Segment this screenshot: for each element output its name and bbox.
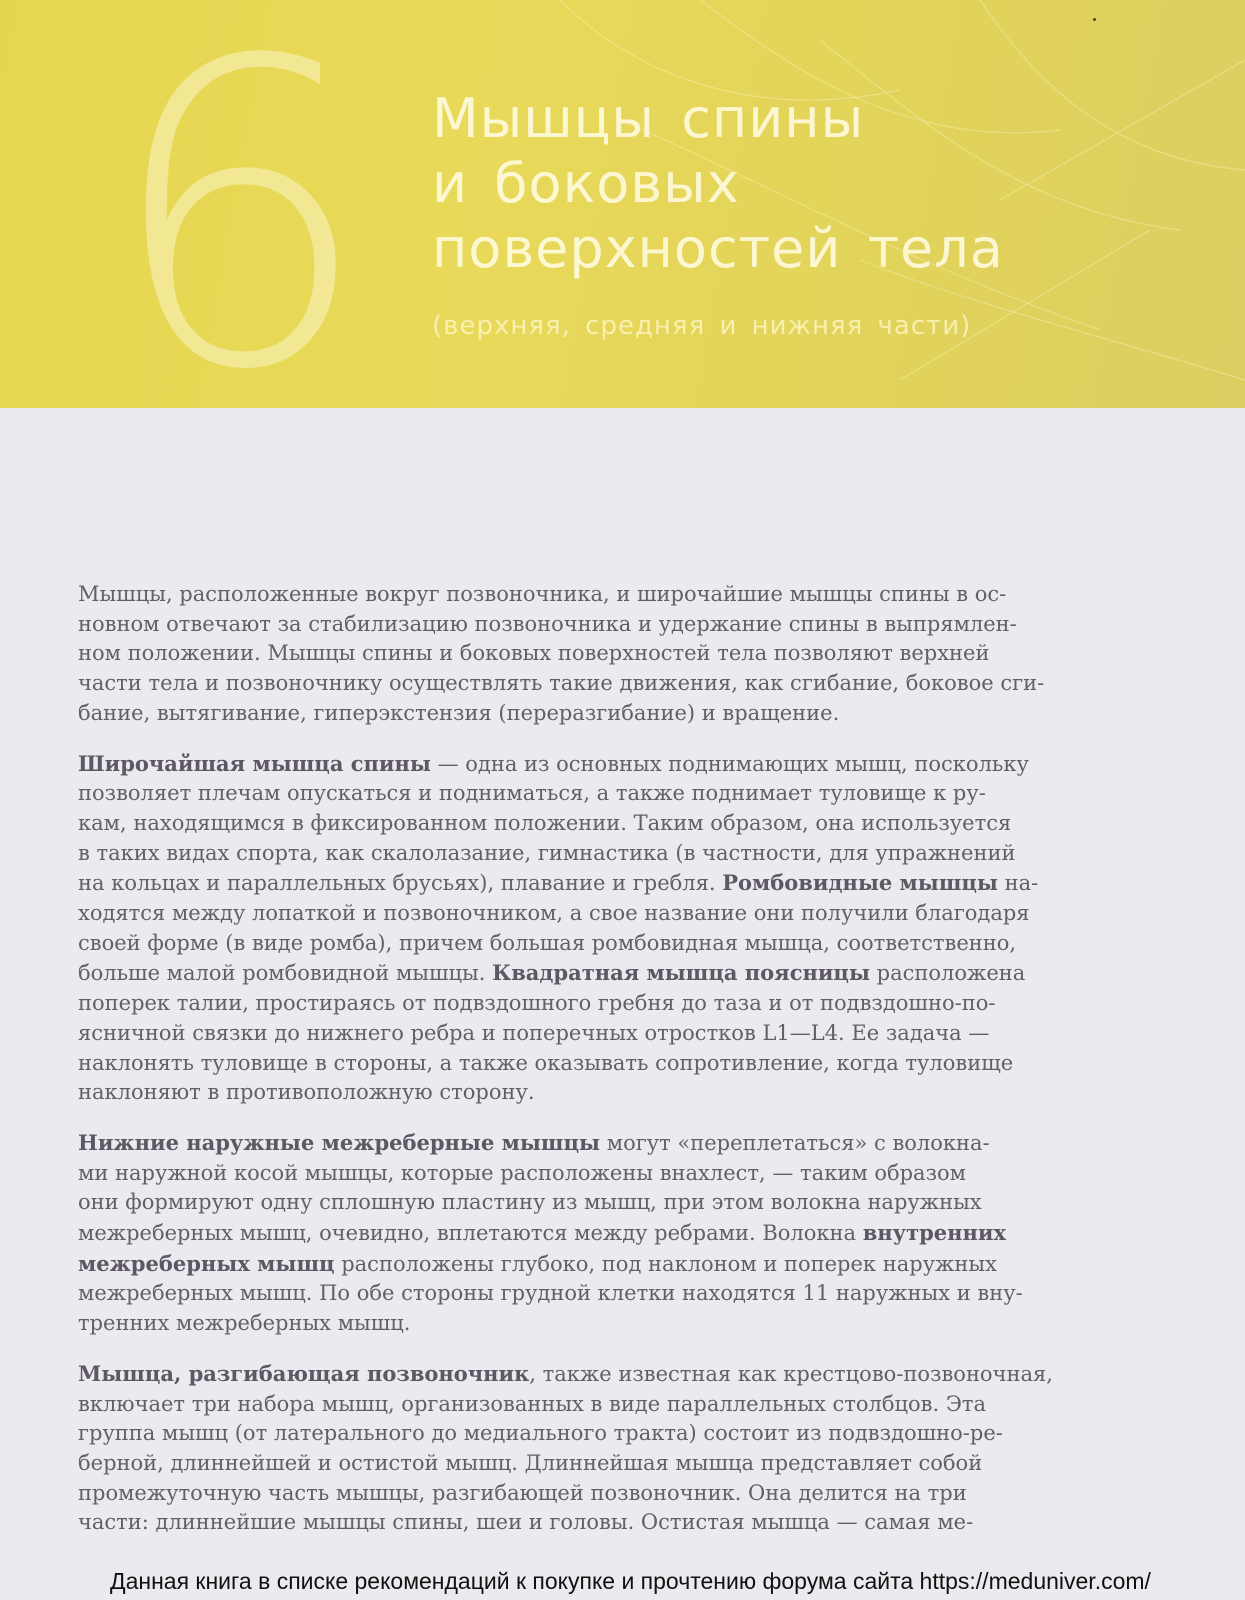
text-run: расположена	[870, 961, 1026, 986]
text-line	[78, 1249, 1073, 1280]
speck-mark	[1093, 18, 1096, 21]
text-line	[78, 899, 1073, 929]
chapter-title-line: поверхностей тела	[432, 217, 1004, 280]
text-run: расположены глубоко, под наклоном и поперек наружных	[334, 1251, 997, 1276]
chapter-number: 6	[105, 0, 367, 408]
text-line	[78, 958, 1073, 989]
text-run: могут «переплетаться» с волокна-	[600, 1130, 990, 1155]
paragraph	[78, 1128, 1073, 1339]
text-run: на кольцах и параллельных брусьях), плавание и гребля.	[78, 871, 723, 896]
chapter-title-line: и боковых	[432, 152, 740, 215]
text-run: , также известная как крестцово-позвоночная,	[529, 1361, 1053, 1386]
text-line	[78, 809, 1073, 839]
text-run: группа мышц (от латерального до медиального тракта) состоит из подвздошно-ре-	[78, 1421, 1003, 1446]
text-run: межреберных мышц. По обе стороны грудной клетки находятся 11 наружных и вну-	[78, 1281, 1023, 1306]
text-line	[78, 1449, 1073, 1479]
text-run: включает три набора мышц, организованных в виде параллельных столбцов. Эта	[78, 1391, 987, 1416]
text-line	[78, 989, 1073, 1019]
text-run: межреберных мышц, очевидно, вплетаются между ребрами. Волокна	[78, 1221, 863, 1246]
text-run: берной, длиннейшей и остистой мышц. Длиннейшая мышца представляет собой	[78, 1450, 983, 1475]
text-line	[78, 669, 1073, 699]
chapter-subtitle: (верхняя, средняя и нижняя части)	[432, 311, 972, 341]
footer-note: Данная книга в списке рекомендаций к покупке и прочтению форума сайта https://meduniver.com/	[110, 1568, 1151, 1594]
text-run: ясничной связки до нижнего ребра и поперечных отростков L1—L4. Ее задача —	[78, 1020, 990, 1045]
text-line	[78, 1019, 1073, 1049]
bold-term: Ромбовидные мышцы	[722, 870, 998, 896]
text-line	[78, 1390, 1073, 1420]
text-line	[78, 639, 1073, 669]
text-line	[78, 1279, 1073, 1309]
chapter-title-line: Мышцы спины	[432, 87, 865, 150]
text-run: новном отвечают за стабилизацию позвоночника и удержание спины в выпрямлен-	[78, 611, 1017, 636]
text-line	[78, 839, 1073, 869]
text-run: Мышцы, расположенные вокруг позвоночника, и широчайшие мышцы спины в ос-	[78, 582, 1007, 606]
text-run: на-	[997, 871, 1039, 896]
bold-term: Широчайшая мышца спины	[78, 750, 431, 776]
text-line	[78, 610, 1073, 640]
bold-term: Нижние наружные межреберные мышцы	[78, 1129, 601, 1155]
text-run: своей форме (в виде ромба), причем большая ромбовидная мышца, соответственно,	[78, 930, 1017, 955]
text-line	[78, 1479, 1073, 1509]
text-line	[78, 1359, 1073, 1390]
text-run: позволяет плечам опускаться и подниматься, а также поднимает туловище к ру-	[78, 781, 986, 806]
text-run: поперек талии, простираясь от подвздошного гребня до таза и от подвздошно-по-	[78, 991, 996, 1016]
text-run: тренних межреберных мышц.	[78, 1311, 411, 1336]
bold-term: внутренних	[862, 1220, 1007, 1246]
text-line	[78, 1128, 1073, 1159]
text-run: они формируют одну сплошную пластину из мышц, при этом волокна наружных	[78, 1190, 982, 1215]
text-line	[78, 868, 1073, 899]
text-run: части: длиннейшие мышцы спины, шеи и головы. Остистая мышца — самая ме-	[78, 1510, 974, 1535]
text-run: — одна из основных поднимающих мышц, поскольку	[430, 751, 1029, 776]
text-line	[78, 1078, 1073, 1108]
bold-term: Квадратная мышца поясницы	[492, 960, 870, 986]
text-run: наклоняют в противоположную сторону.	[78, 1080, 535, 1105]
text-run: ми наружной косой мышцы, которые расположены внахлест, — таким образом	[78, 1160, 967, 1185]
text-run: ном положении. Мышцы спины и боковых поверхностей тела позволяют верхней	[78, 641, 990, 666]
text-line	[78, 1419, 1073, 1449]
text-line	[78, 1508, 1073, 1538]
text-run: части тела и позвоночнику осуществлять такие движения, как сгибание, боковое сги-	[78, 671, 1045, 696]
paragraph	[78, 580, 1073, 729]
text-run: в таких видах спорта, как скалолазание, гимнастика (в частности, для упражнений	[78, 840, 1016, 865]
text-run: промежуточную часть мышцы, разгибающей позвоночник. Она делится на три	[78, 1480, 967, 1505]
chapter-title	[432, 86, 1152, 281]
text-line	[78, 699, 1073, 729]
bold-term: межреберных мышц	[78, 1250, 335, 1276]
text-line	[78, 749, 1073, 780]
text-run: наклонять туловище в стороны, а также оказывать сопротивление, когда туловище	[78, 1050, 1014, 1075]
paragraph	[78, 749, 1073, 1108]
text-line	[78, 1218, 1073, 1249]
text-line	[78, 580, 1073, 610]
text-line	[78, 1159, 1073, 1189]
text-line	[78, 929, 1073, 959]
text-line	[78, 1188, 1073, 1218]
body-text	[78, 580, 1073, 1558]
chapter-header-band	[0, 0, 1245, 408]
text-run: кам, находящимся в фиксированном положении. Таким образом, она используется	[78, 810, 1012, 835]
text-run: ходятся между лопаткой и позвоночником, а свое название они получили благодаря	[78, 901, 1030, 926]
text-line	[78, 779, 1073, 809]
bold-term: Мышца, разгибающая позвоночник	[78, 1360, 530, 1386]
text-run: бание, вытягивание, гиперэкстензия (переразгибание) и вращение.	[78, 700, 840, 725]
paragraph	[78, 1359, 1073, 1538]
text-line	[78, 1049, 1073, 1079]
text-run: больше малой ромбовидной мышцы.	[78, 961, 493, 986]
text-line	[78, 1309, 1073, 1339]
